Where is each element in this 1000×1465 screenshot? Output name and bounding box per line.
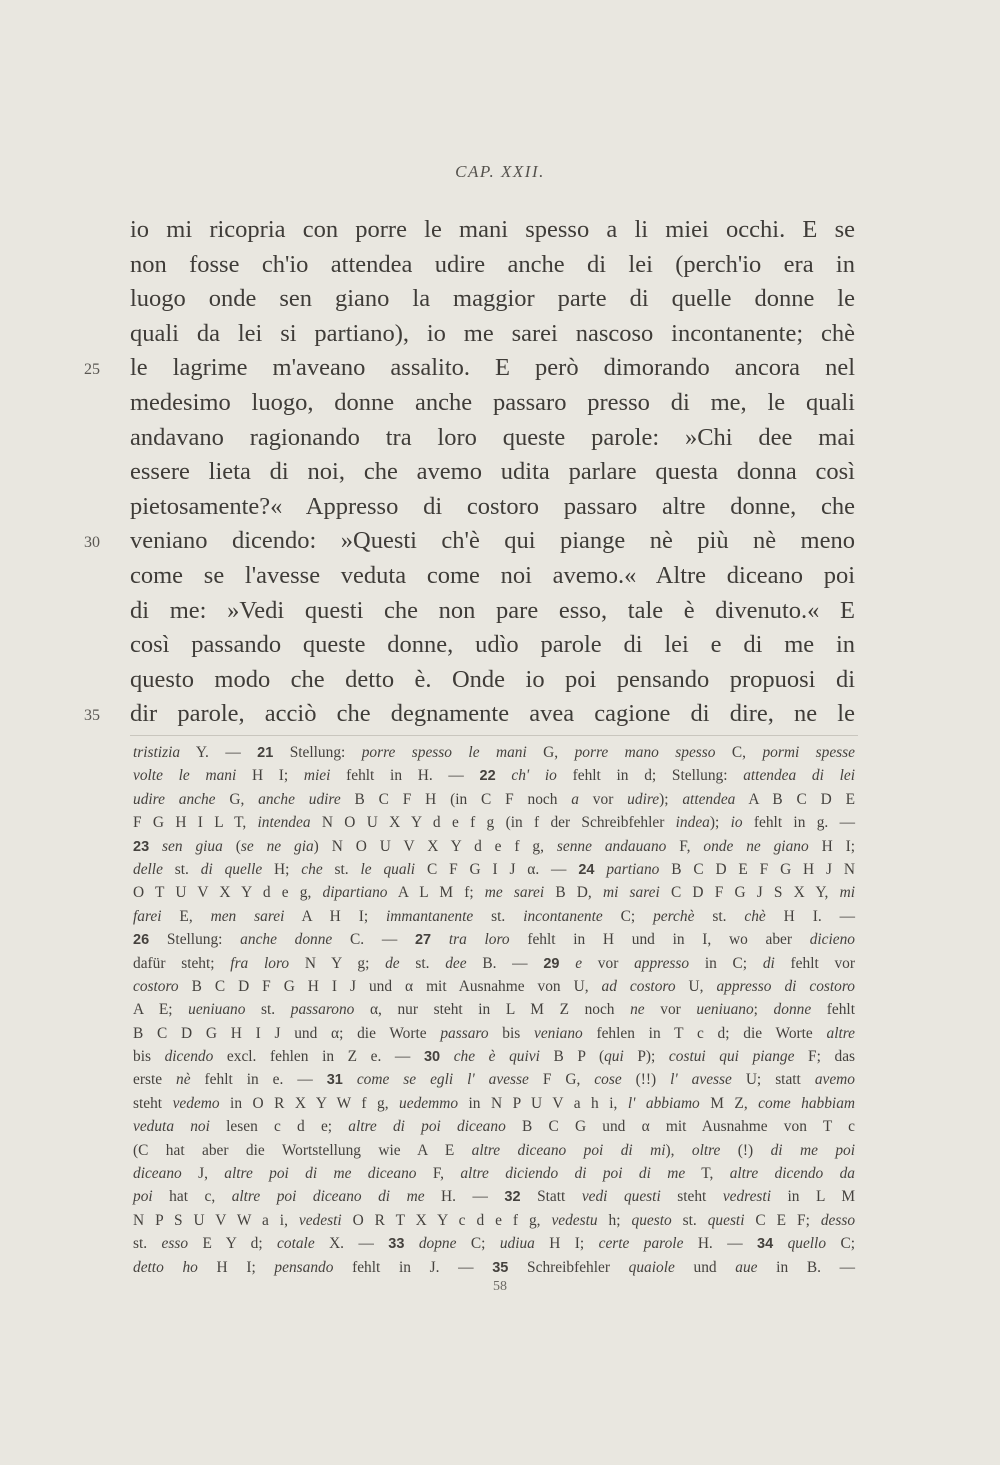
note-line-ref: 31: [326, 1072, 343, 1089]
note-line-ref: 26: [133, 932, 150, 949]
variant-reading: detto ho: [133, 1258, 198, 1276]
variant-reading: di quelle: [200, 860, 263, 878]
variant-reading: chè: [744, 907, 766, 925]
apparatus-line: [133, 741, 855, 764]
text-line: [130, 248, 855, 283]
note-line-ref: 29: [543, 955, 560, 972]
variant-reading: tristizia: [133, 744, 181, 761]
note-text: F,: [416, 1165, 461, 1183]
variant-reading: vedestu: [551, 1211, 598, 1229]
note-text: B C D F G H I J und α mit Ausnahme von U,: [178, 977, 602, 995]
note-text: B C G und α mit Ausnahme von T c: [505, 1118, 856, 1136]
variant-reading: volte le mani: [133, 767, 237, 785]
variant-reading: ad costoro: [601, 977, 676, 995]
variant-reading: porre spesso le mani: [361, 744, 527, 761]
note-text: H I;: [534, 1235, 599, 1253]
variant-reading: appresso: [634, 954, 690, 972]
note-text: U; statt: [731, 1071, 815, 1089]
line-text: medesimo luogo, donne anche passaro presso di me, le quali: [130, 388, 855, 416]
line-number: 30: [84, 534, 100, 552]
variant-reading: e: [575, 954, 583, 972]
variant-reading: mi: [839, 884, 855, 902]
variant-reading: questi: [707, 1211, 745, 1229]
note-text: st.: [162, 860, 201, 878]
variant-reading: altre poi di me diceano: [224, 1165, 417, 1183]
variant-reading: se ne gia: [240, 837, 314, 855]
note-text: (C hat aber die Wortstellung wie A E: [133, 1141, 472, 1159]
apparatus-line: [133, 905, 855, 928]
apparatus-line: [133, 1209, 855, 1232]
note-text: Schreibfehler: [508, 1258, 629, 1276]
apparatus-line: [133, 1045, 855, 1068]
note-text: in B. —: [757, 1258, 856, 1276]
note-text: B D,: [544, 884, 603, 902]
apparatus-line: [133, 1022, 855, 1045]
footnote-divider: [130, 735, 858, 736]
variant-reading: altre di poi diceano: [348, 1118, 506, 1136]
variant-reading: veniano: [534, 1024, 583, 1042]
note-text: F; das: [794, 1048, 856, 1066]
line-text: io mi ricopria con porre le mani spesso a li miei occhi. E se: [130, 216, 855, 243]
apparatus-line: [133, 1232, 855, 1255]
variant-reading: l' avesse: [670, 1071, 732, 1089]
variant-reading: perchè: [653, 907, 695, 925]
variant-reading: veduta noi: [133, 1118, 210, 1136]
note-text: bis: [488, 1024, 534, 1042]
variant-reading: certe parole: [598, 1235, 684, 1253]
variant-reading: ueniuano: [188, 1001, 246, 1019]
variant-reading: de: [385, 954, 400, 972]
note-text: ),: [665, 1141, 692, 1159]
variant-reading: che: [301, 860, 323, 878]
variant-reading: qui: [604, 1048, 624, 1066]
variant-reading: che è quivi: [453, 1048, 540, 1066]
note-text: st.: [245, 1001, 291, 1019]
variant-reading: attendea di lei: [743, 767, 855, 785]
note-text: );: [659, 790, 683, 808]
apparatus-line: [133, 998, 855, 1021]
apparatus-line: [133, 975, 855, 998]
variant-reading: vedresti: [722, 1188, 771, 1206]
variant-reading: costui qui piange: [668, 1048, 795, 1066]
note-text: in O R X Y W f g,: [219, 1094, 400, 1112]
variant-reading: passarono: [290, 1001, 355, 1019]
note-text: H. —: [424, 1188, 505, 1206]
note-text: st.: [133, 1235, 162, 1253]
note-text: [343, 1071, 357, 1088]
text-line: [130, 317, 855, 352]
note-text: G,: [215, 790, 259, 808]
note-text: (: [222, 837, 241, 855]
note-text: hat c,: [152, 1188, 232, 1206]
variant-reading: vedemo: [172, 1094, 220, 1112]
note-text: fehlt vor: [774, 954, 855, 972]
page-number: 58: [493, 1279, 507, 1294]
note-line-ref: 30: [423, 1049, 441, 1066]
note-text: A L M f;: [387, 884, 485, 902]
variant-reading: le quali: [360, 860, 416, 878]
line-text: quali da lei si partiano), io me sarei nascoso incontanente; chè: [130, 319, 855, 347]
line-text: questo modo che detto è. Onde io poi pensando propuosi di: [130, 665, 855, 693]
note-text: in L M: [770, 1188, 856, 1206]
note-text: α, nur steht in L M Z noch: [354, 1001, 631, 1019]
text-line: [84, 351, 855, 386]
note-text: und: [674, 1258, 736, 1276]
apparatus-line: [133, 1092, 855, 1115]
variant-reading: udiua: [499, 1235, 535, 1253]
note-text: steht: [133, 1094, 173, 1112]
note-text: T,: [685, 1165, 730, 1183]
variant-reading: vedi questi: [581, 1188, 661, 1206]
variant-reading: vedesti: [298, 1211, 342, 1229]
variant-reading: cotale: [277, 1235, 315, 1253]
variant-reading: passaro: [440, 1024, 489, 1042]
note-text: fehlt in J. —: [333, 1258, 493, 1276]
note-text: A H I;: [284, 907, 387, 925]
apparatus-line: [133, 1115, 855, 1138]
variant-reading: dipartiano: [322, 884, 388, 902]
note-text: H;: [262, 860, 302, 878]
line-text: non fosse ch'io attendea udire anche di lei (perch'io era in: [130, 250, 855, 278]
variant-reading: delle: [133, 860, 163, 878]
note-text: H I;: [808, 837, 856, 855]
variant-reading: pormi spesse: [762, 744, 855, 761]
apparatus-line: [133, 1185, 855, 1208]
variant-reading: di me poi: [770, 1141, 855, 1159]
variant-reading: porre mano spesso: [574, 744, 716, 761]
note-text: Statt: [520, 1188, 582, 1206]
note-text: B C F H (in C F noch: [340, 790, 572, 808]
note-text: H. —: [683, 1235, 757, 1253]
critical-apparatus: [133, 741, 855, 1279]
note-text: st.: [322, 860, 361, 878]
variant-reading: altre: [826, 1024, 856, 1042]
variant-reading: udire anche: [133, 790, 216, 808]
variant-reading: nè: [176, 1071, 191, 1089]
variant-reading: pensando: [274, 1258, 334, 1276]
apparatus-line: [133, 1068, 855, 1091]
text-line: [130, 663, 855, 698]
note-line-ref: 34: [757, 1236, 774, 1253]
line-text: luogo onde sen giano la maggior parte di quelle donne le: [130, 285, 855, 313]
note-text: ) N O U V X Y d e f g,: [313, 837, 557, 855]
note-text: [559, 955, 575, 972]
note-text: C;: [602, 907, 654, 925]
note-text: in N P U V a h i,: [458, 1094, 628, 1112]
variant-reading: anche donne: [240, 931, 333, 949]
note-text: N P S U V W a i,: [133, 1211, 299, 1229]
note-text: excl. fehlen in Z e. —: [213, 1048, 424, 1066]
apparatus-line: [133, 881, 855, 904]
note-text: C. —: [332, 931, 415, 949]
apparatus-line: [133, 835, 855, 858]
note-line-ref: 22: [479, 768, 496, 785]
note-line-ref: 27: [414, 932, 432, 949]
variant-reading: quello: [787, 1235, 827, 1253]
variant-reading: dicieno: [809, 931, 856, 949]
note-text: X. —: [314, 1235, 389, 1253]
note-text: fehlt: [811, 1001, 855, 1019]
variant-reading: altre poi diceano di me: [231, 1188, 425, 1206]
note-line-ref: 21: [257, 745, 274, 761]
note-text: [431, 931, 449, 948]
variant-reading: udire: [627, 790, 660, 808]
variant-reading: ueniuano: [696, 1001, 754, 1019]
variant-reading: donne: [773, 1001, 812, 1019]
variant-reading: miei: [303, 767, 331, 785]
note-text: fehlt in H. —: [330, 767, 480, 785]
note-text: A B C D E: [735, 790, 855, 808]
variant-reading: quaiole: [628, 1258, 675, 1276]
note-text: [496, 767, 512, 784]
note-text: in C;: [689, 954, 763, 972]
variant-reading: ch' io: [511, 767, 557, 785]
variant-reading: uedemmo: [399, 1094, 459, 1112]
main-text: [84, 213, 855, 732]
note-text: P);: [623, 1048, 669, 1066]
note-text: H I;: [197, 1258, 275, 1276]
note-text: E Y d;: [188, 1235, 278, 1253]
variant-reading: farei: [133, 907, 162, 925]
line-text: pietosamente?« Appresso di costoro passaro altre donne, che: [130, 492, 855, 520]
note-text: C D F G J S X Y,: [659, 884, 840, 902]
note-text: Stellung:: [149, 931, 241, 949]
note-text: fehlt in d; Stellung:: [556, 767, 744, 785]
note-line-ref: 24: [578, 861, 595, 878]
note-text: Y. —: [180, 744, 258, 761]
note-text: M Z,: [699, 1094, 759, 1112]
note-text: vor: [644, 1001, 697, 1019]
variant-reading: onde ne giano: [703, 837, 809, 855]
text-line: [130, 386, 855, 421]
text-line: [130, 490, 855, 525]
line-text: di me: »Vedi questi che non pare esso, tale è divenuto.« E: [130, 596, 855, 624]
variant-reading: partiano: [606, 860, 660, 878]
note-text: [440, 1048, 454, 1065]
variant-reading: altre diceano poi di mi: [471, 1141, 666, 1159]
note-text: N O U X Y d e f g (in f der Schreibfehler: [310, 814, 676, 832]
text-line: [130, 421, 855, 456]
variant-reading: ne: [630, 1001, 645, 1019]
variant-reading: questo: [631, 1211, 672, 1229]
variant-reading: aue: [735, 1258, 758, 1276]
note-text: dafür steht;: [133, 954, 231, 972]
note-text: (!!): [621, 1071, 671, 1089]
variant-reading: altre diciendo di poi di me: [460, 1165, 686, 1183]
variant-reading: altre dicendo da: [729, 1165, 855, 1183]
variant-reading: costoro: [133, 977, 179, 995]
note-text: erste: [133, 1071, 177, 1089]
text-line: [130, 559, 855, 594]
note-line-ref: 23: [133, 838, 150, 855]
note-text: H I. —: [765, 907, 856, 925]
text-line: [130, 455, 855, 490]
note-text: steht: [660, 1188, 723, 1206]
variant-reading: avemo: [814, 1071, 855, 1089]
note-text: [773, 1235, 787, 1252]
variant-reading: come habbiam: [758, 1094, 855, 1112]
variant-reading: come se egli l' avesse: [356, 1071, 529, 1089]
note-text: G,: [526, 744, 575, 761]
variant-reading: dicendo: [164, 1048, 214, 1066]
apparatus-line: [133, 1256, 855, 1279]
variant-reading: diceano: [133, 1165, 182, 1183]
note-text: fehlt in g. —: [742, 814, 855, 832]
line-text: veniano dicendo: »Questi ch'è qui piange nè più nè meno: [130, 527, 855, 555]
note-text: C;: [456, 1235, 500, 1253]
note-text: B C D G H I J und α; die Worte: [133, 1024, 441, 1042]
note-text: fehlt in H und in I, wo aber: [509, 931, 810, 949]
apparatus-line: [133, 952, 855, 975]
note-text: O T U V X Y d e g,: [133, 884, 323, 902]
note-text: C E F;: [744, 1211, 821, 1229]
note-text: C F G I J α. —: [415, 860, 579, 878]
note-line-ref: 32: [504, 1189, 521, 1206]
variant-reading: me sarei: [484, 884, 545, 902]
variant-reading: poi: [133, 1188, 153, 1206]
note-text: (!): [720, 1141, 771, 1159]
text-line: [84, 524, 855, 559]
text-line: [130, 213, 855, 248]
variant-reading: cose: [594, 1071, 622, 1089]
line-number: 35: [84, 707, 100, 725]
variant-reading: appresso di costoro: [716, 977, 855, 995]
variant-reading: di: [762, 954, 775, 972]
text-line: [130, 282, 855, 317]
line-text: come se l'avesse veduta come noi avemo.« Altre diceano poi: [130, 561, 855, 589]
running-head: CAP. XXII.: [455, 162, 545, 181]
line-text: dir parole, acciò che degnamente avea cagione di dire, ne le: [130, 700, 855, 728]
line-text: andavano ragionando tra loro queste parole: »Chi dee mai: [130, 423, 855, 451]
note-text: st.: [399, 954, 446, 972]
note-text: fehlen in T c d; die Worte: [582, 1024, 827, 1042]
variant-reading: desso: [820, 1211, 856, 1229]
note-text: vor: [578, 790, 628, 808]
note-text: O R T X Y c d e f g,: [341, 1211, 552, 1229]
variant-reading: mi sarei: [602, 884, 660, 902]
variant-reading: intendea: [257, 814, 311, 832]
apparatus-line: [133, 788, 855, 811]
text-line: [130, 628, 855, 663]
note-text: C;: [826, 1235, 855, 1253]
note-text: A E;: [133, 1001, 189, 1019]
line-text: essere lieta di noi, che avemo udita parlare questa donna così: [130, 458, 855, 486]
note-text: J,: [181, 1165, 225, 1183]
line-number: 25: [84, 361, 100, 379]
variant-reading: attendea: [682, 790, 736, 808]
variant-reading: senne andauano: [556, 837, 667, 855]
note-text: F G,: [528, 1071, 595, 1089]
note-text: N Y g;: [289, 954, 386, 972]
note-text: [149, 838, 162, 855]
note-text: H I;: [236, 767, 304, 785]
note-line-ref: 35: [492, 1259, 509, 1276]
variant-reading: dopne: [418, 1235, 457, 1253]
note-text: st.: [694, 907, 745, 925]
note-text: C,: [715, 744, 763, 761]
note-text: bis: [133, 1048, 165, 1066]
note-text: h;: [597, 1211, 632, 1229]
note-text: U,: [675, 977, 717, 995]
variant-reading: sen giua: [162, 837, 223, 855]
note-text: F,: [666, 837, 704, 855]
note-text: [594, 861, 606, 878]
variant-reading: tra loro: [448, 931, 510, 949]
note-text: st.: [671, 1211, 708, 1229]
apparatus-line: [133, 1162, 855, 1185]
note-text: st.: [473, 907, 524, 925]
note-text: lesen c d e;: [209, 1118, 349, 1136]
note-text: [404, 1235, 418, 1252]
note-text: B. —: [466, 954, 544, 972]
variant-reading: men sarei: [210, 907, 285, 925]
variant-reading: dee: [445, 954, 467, 972]
variant-reading: a: [571, 790, 579, 808]
apparatus-line: [133, 858, 855, 881]
variant-reading: fra loro: [230, 954, 290, 972]
variant-reading: io: [730, 814, 743, 832]
variant-reading: anche udire: [258, 790, 341, 808]
variant-reading: immantanente: [386, 907, 474, 925]
apparatus-line: [133, 811, 855, 834]
note-text: vor: [582, 954, 635, 972]
variant-reading: esso: [161, 1235, 189, 1253]
apparatus-line: [133, 928, 855, 951]
apparatus-line: [133, 764, 855, 787]
variant-reading: l' abbiamo: [627, 1094, 700, 1112]
note-text: B C D E F G H J N: [659, 860, 855, 878]
line-text: così passando queste donne, udìo parole di lei e di me in: [130, 631, 855, 659]
note-line-ref: 33: [388, 1236, 405, 1253]
text-line: [130, 594, 855, 629]
note-text: fehlt in e. —: [190, 1071, 327, 1089]
variant-reading: oltre: [691, 1141, 721, 1159]
text-line: [84, 697, 855, 732]
note-text: E,: [161, 907, 211, 925]
note-text: Stellung:: [273, 744, 362, 761]
variant-reading: incontanente: [523, 907, 603, 925]
apparatus-line: [133, 1139, 855, 1162]
note-text: ;: [753, 1001, 774, 1019]
note-text: );: [709, 814, 731, 832]
line-text: le lagrime m'aveano assalito. E però dimorando ancora nel: [130, 354, 855, 382]
note-text: F G H I L T,: [133, 814, 258, 832]
variant-reading: indea: [675, 814, 710, 832]
note-text: B P (: [539, 1048, 605, 1066]
